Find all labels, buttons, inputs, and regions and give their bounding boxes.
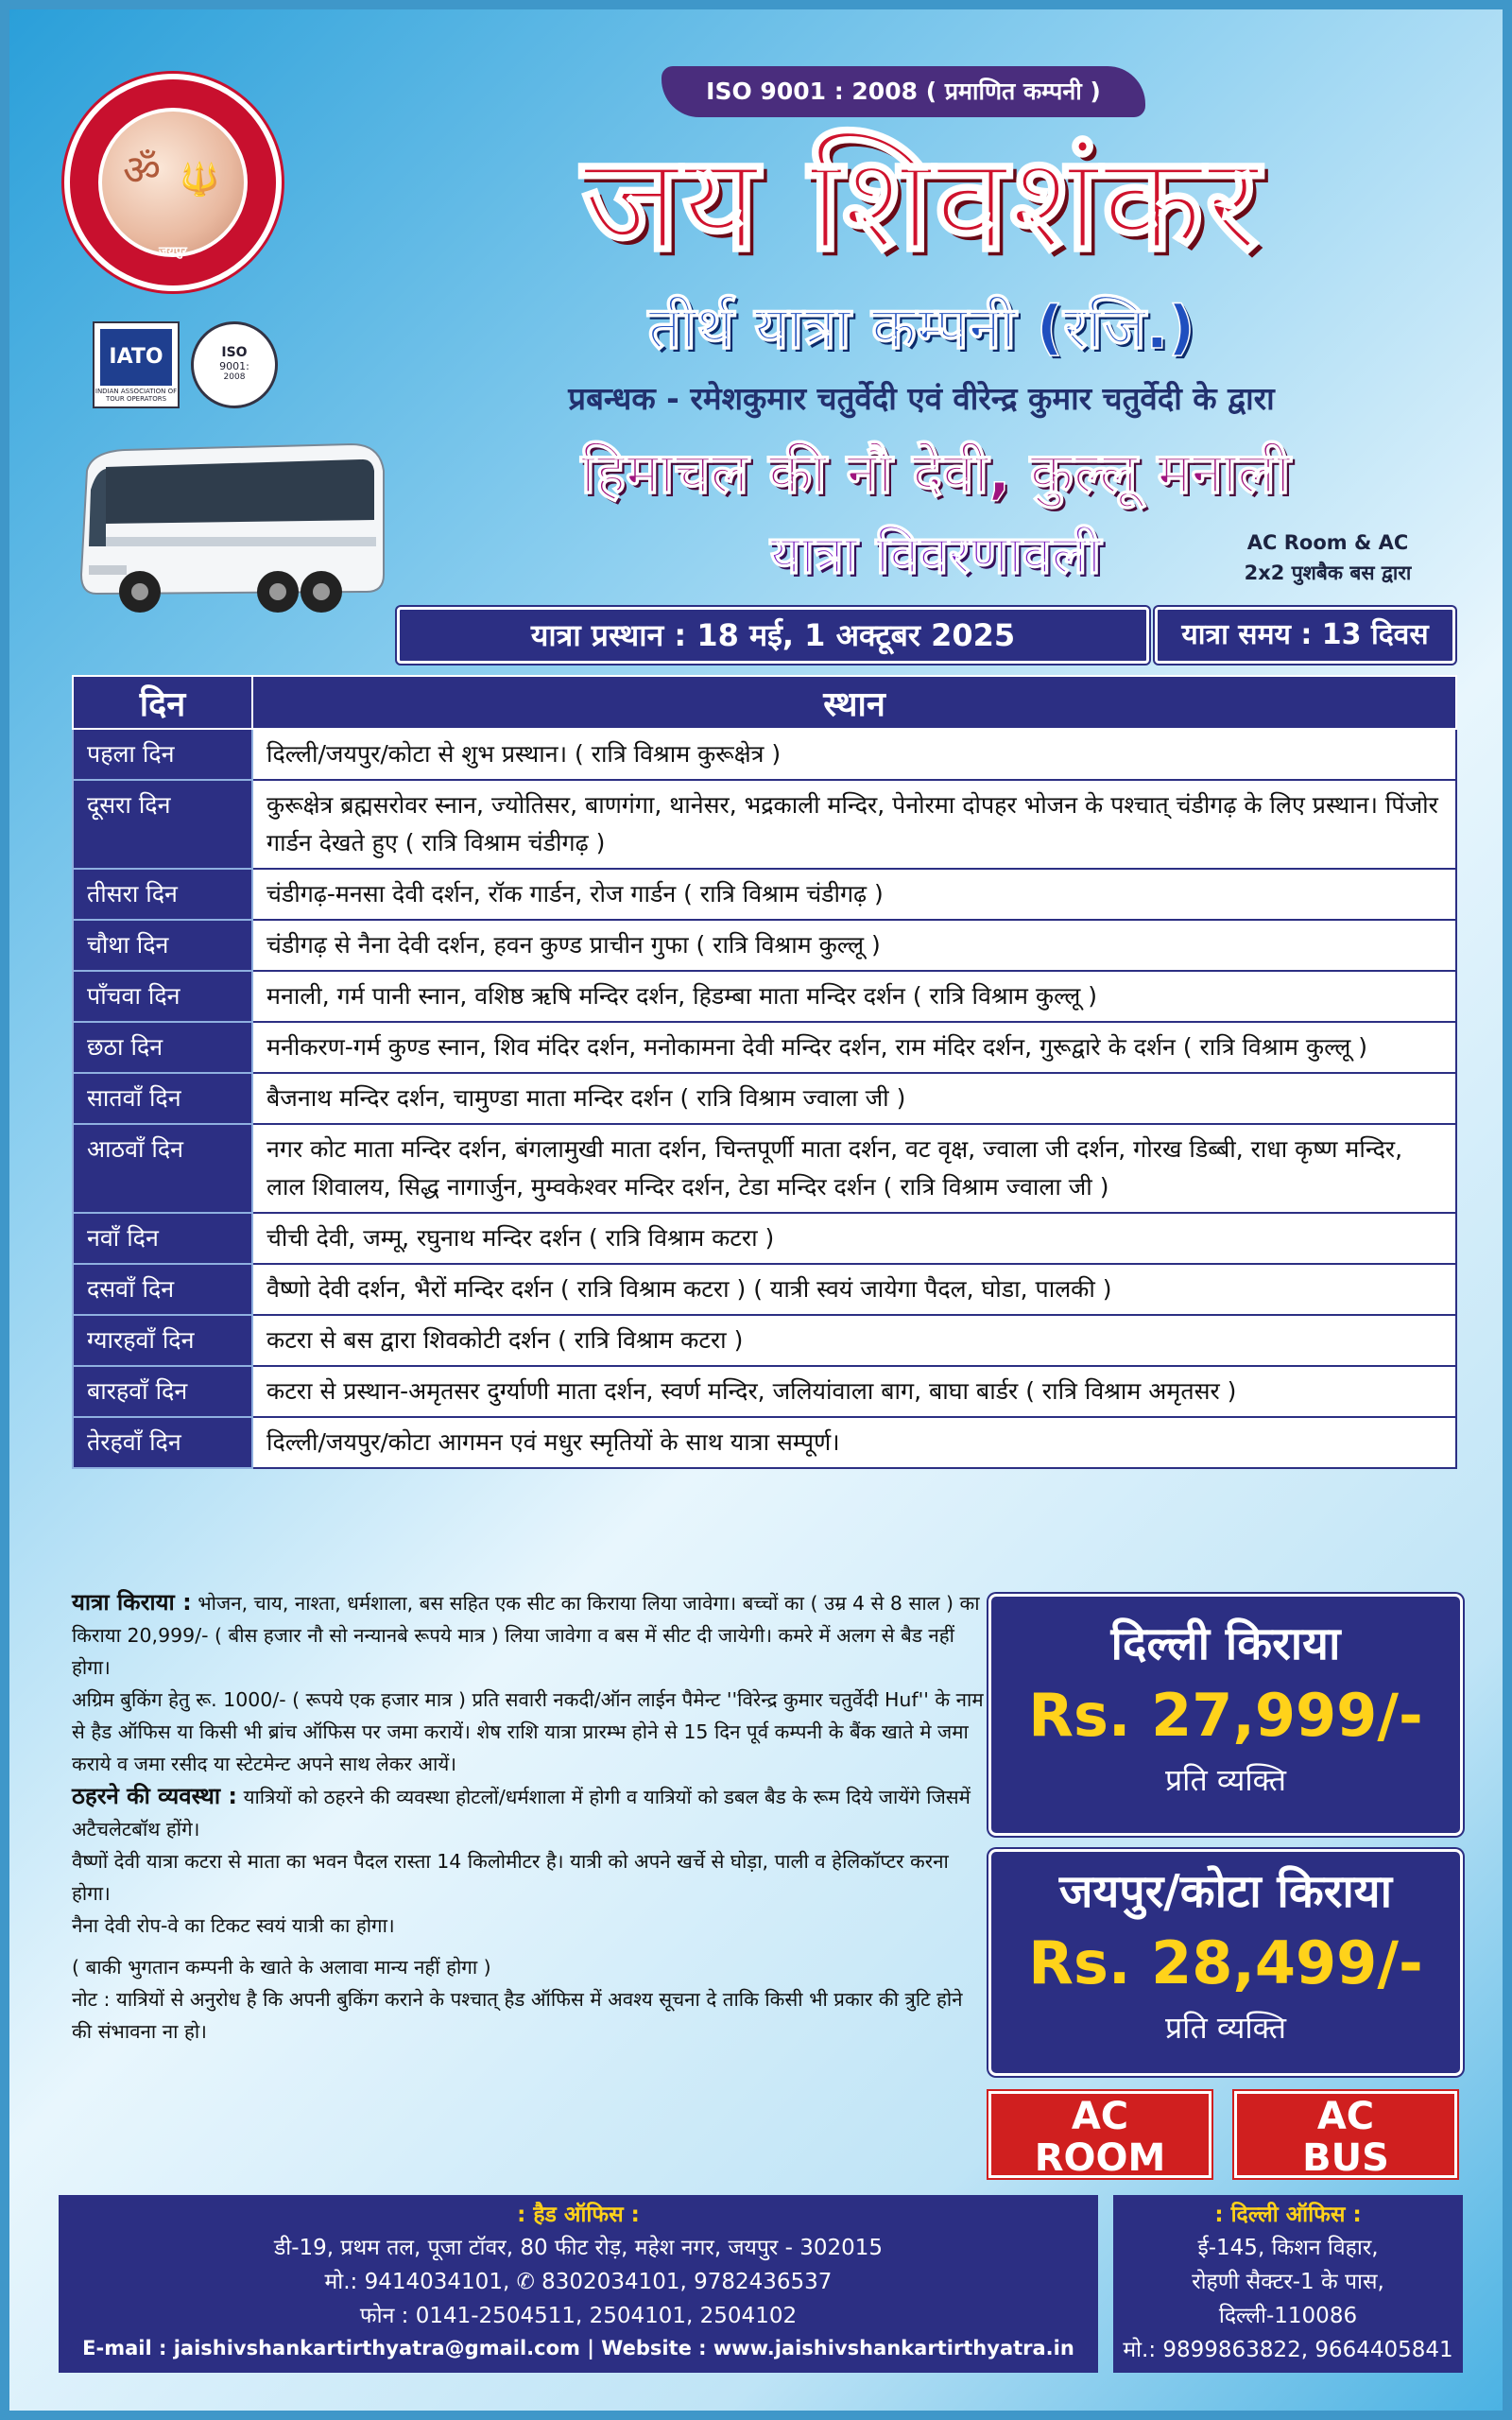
place-cell: बैजनाथ मन्दिर दर्शन, चामुण्डा माता मन्दिर दर्शन ( रात्रि विश्राम ज्वाला जी ) (252, 1073, 1456, 1124)
day-cell: ग्यारहवाँ दिन (73, 1315, 252, 1366)
iso-label: ISO (221, 345, 248, 360)
company-logo (64, 74, 282, 291)
day-cell: पहला दिन (73, 729, 252, 780)
iso-badge (191, 321, 278, 408)
logo-city: जयपुर (159, 245, 187, 259)
day-cell: छठा दिन (73, 1022, 252, 1073)
delhi-office-mobile: मो.: 9899863822, 9664405841 (1123, 2338, 1453, 2362)
deity-icon: ॐ (123, 147, 162, 195)
table-row (73, 1417, 1456, 1468)
table-row (73, 1213, 1456, 1264)
place-cell: मनीकरण-गर्म कुण्ड स्नान, शिव मंदिर दर्शन, मनोकामना देवी मन्दिर दर्शन, राम मंदिर दर्शन, गुरूद्वारे के दर्शन ( रात्रि विश्राम कुल्लू ) (252, 1022, 1456, 1073)
stay-text-1: यात्रियों को ठहरने की व्यवस्था होटलों/धर्मशाला में होगी व यात्रियों को डबल बैड के रूम दिये जायेंगे जिसमें अटैचलेटबॉथ होंगे। (72, 1786, 971, 1841)
trishul-icon: 🔱 (180, 161, 220, 199)
naina-paragraph: नैना देवी रोप-वे का टिकट स्वयं यात्री का होगा। (72, 1914, 395, 1937)
ac-room-badge (988, 2091, 1211, 2178)
table-row (73, 729, 1456, 780)
table-row (73, 971, 1456, 1022)
iato-caption: INDIAN ASSOCIATION OF TOUR OPERATORS (94, 388, 178, 403)
place-cell: चीची देवी, जम्मू, रघुनाथ मन्दिर दर्शन ( रात्रि विश्राम कटरा ) (252, 1213, 1456, 1264)
stay-paragraph (72, 1780, 987, 1845)
table-row (73, 1124, 1456, 1213)
vaishno-paragraph: वैष्णों देवी यात्रा कटरा से माता का भवन पैदल रास्ता 14 किलोमीटर है। यात्री को अपने खर्चे से घोड़ा, पाली व हेलिकॉप्टर करना होगा। (72, 1850, 949, 1905)
company-subtitle: तीर्थ यात्रा कम्पनी (रजि.) (647, 293, 1195, 362)
day-cell: बारहवाँ दिन (73, 1366, 252, 1417)
tour-subtitle: यात्रा विवरणावली (769, 525, 1102, 586)
company-title: जय शिवशंकर (581, 126, 1262, 281)
payment-note: ( बाकी भुगतान कम्पनी के खाते के अलावा मान्य नहीं होगा ) (72, 1956, 491, 1979)
place-cell: दिल्ली/जयपुर/कोटा से शुभ प्रस्थान। ( रात्रि विश्राम कुरूक्षेत्र ) (252, 729, 1456, 780)
trip-duration: यात्रा समय : 13 दिवस (1155, 607, 1455, 664)
table-row (73, 1264, 1456, 1315)
table-row (73, 1366, 1456, 1417)
jaipur-fare-title: जयपुर/कोटा किराया (1058, 1865, 1393, 1918)
delhi-office-panel (1113, 2195, 1463, 2373)
delhi-office-address-1: ई-145, किशन विहार, (1197, 2236, 1379, 2260)
stay-heading: ठहरने की व्यवस्था : (72, 1783, 238, 1809)
terms-section (72, 1586, 987, 2048)
jaipur-fare-price: Rs. 28,499/- (1028, 1928, 1423, 1997)
ac-bus-line2: BUS (1302, 2136, 1389, 2180)
iso-year: 2008 (223, 372, 246, 382)
head-office-title: : हैड ऑफिस : (517, 2203, 640, 2227)
table-row (73, 920, 1456, 971)
ac-note-line1: AC Room & AC (1246, 531, 1409, 554)
delhi-fare-title: दिल्ली किराया (1110, 1617, 1341, 1670)
place-cell: मनाली, गर्म पानी स्नान, वशिष्ठ ऋषि मन्दिर दर्शन, हिडम्बा माता मन्दिर दर्शन ( रात्रि विश्राम कुल्लू ) (252, 971, 1456, 1022)
table-row (73, 780, 1456, 869)
place-cell: चंडीगढ़ से नैना देवी दर्शन, हवन कुण्ड प्राचीन गुफा ( रात्रि विश्राम कुल्लू ) (252, 920, 1456, 971)
departure-dates: यात्रा प्रस्थान : 18 मई, 1 अक्टूबर 2025 (397, 607, 1149, 664)
fare-text-1: भोजन, चाय, नाश्ता, धर्मशाला, बस सहित एक सीट का किराया लिया जावेगा। बच्चों का ( उम्र 4 से 8 साल ) का किराया 20,999/- ( बीस हजार नौ सो नन्यानबे रूपये मात्र ) लिया जावेगा व बस में सीट दी जायेगी। कमरे में अलग से बैड नहीं होगा। (72, 1592, 980, 1679)
iato-badge (93, 321, 180, 408)
ac-room-line2: ROOM (1034, 2136, 1166, 2180)
delhi-office-title: : दिल्ली ऑफिस : (1214, 2203, 1362, 2227)
fare-heading: यात्रा किराया : (72, 1589, 192, 1616)
jaipur-fare-unit: प्रति व्यक्ति (1164, 2010, 1287, 2046)
place-cell: वैष्णो देवी दर्शन, भैरों मन्दिर दर्शन ( रात्रि विश्राम कटरा ) ( यात्री स्वयं जायेगा पैदल, घोडा, पालकी ) (252, 1264, 1456, 1315)
ac-note (1219, 527, 1436, 588)
iso-certification-pill: ISO 9001 : 2008 ( प्रमाणित कम्पनी ) (662, 66, 1145, 117)
table-row (73, 869, 1456, 920)
jaipur-fare-box (988, 1849, 1463, 2076)
day-cell: दूसरा दिन (73, 780, 252, 869)
day-cell: तेरहवाँ दिन (73, 1417, 252, 1468)
place-cell: नगर कोट माता मन्दिर दर्शन, बंगलामुखी माता दर्शन, चिन्तपूर्णी माता दर्शन, वट वृक्ष, ज्वाला जी दर्शन, गोरख डिब्बी, राधा कृष्ण मन्दिर, लाल शिवालय, सिद्ध नागार्जुन, मुम्वकेश्वर मन्दिर दर्शन, टेडा मन्दिर दर्शन ( रात्रि विश्राम ज्वाला जी ) (252, 1124, 1456, 1213)
day-cell: सातवाँ दिन (73, 1073, 252, 1124)
ac-bus-line1: AC (1316, 2095, 1375, 2138)
head-office-address: डी-19, प्रथम तल, पूजा टॉवर, 80 फीट रोड़, महेश नगर, जयपुर - 302015 (273, 2236, 884, 2260)
day-cell: नवाँ दिन (73, 1213, 252, 1264)
advance-paragraph: अग्रिम बुकिंग हेतु रू. 1000/- ( रूपये एक हजार मात्र ) प्रति सवारी नकदी/ऑन लाईन पैमेन्ट ''विरेन्द्र कुमार चतुर्वेदी Huf'' के नाम से हैड ऑफिस या किसी भी ब्रांच ऑफिस पर जमा करायें। शेष राशि यात्रा प्रारम्भ होने से 15 दिन पूर्व कम्पनी के बैंक खाते मे जमा कराये व जमा रसीद या स्टेटमेन्ट अपने साथ लेकर आयें। (72, 1688, 984, 1775)
head-office-mobile: मो.: 9414034101, ✆ 8302034101, 9782436537 (324, 2270, 833, 2294)
itinerary-header-row (73, 676, 1456, 729)
day-cell: दसवाँ दिन (73, 1264, 252, 1315)
head-office-panel (59, 2195, 1098, 2373)
ac-note-line2: 2x2 पुशबैक बस द्वारा (1244, 562, 1412, 584)
deity-image (98, 108, 248, 257)
place-cell: कटरा से बस द्वारा शिवकोटी दर्शन ( रात्रि विश्राम कटरा ) (252, 1315, 1456, 1366)
day-cell: तीसरा दिन (73, 869, 252, 920)
table-row (73, 1022, 1456, 1073)
booking-note: नोट : यात्रियों से अनुरोध है कि अपनी बुकिंग कराने के पश्चात् हैड ऑफिस में अवश्य सूचना दे ताकि किसी भी प्रकार की त्रुटि होने की संभावना ना हो। (72, 1988, 963, 2043)
day-cell: आठवाँ दिन (73, 1124, 252, 1213)
ac-bus-badge (1234, 2091, 1457, 2178)
delhi-office-address-3: दिल्ली-110086 (1218, 2304, 1358, 2328)
place-cell: दिल्ली/जयपुर/कोटा आगमन एवं मधुर स्मृतियों के साथ यात्रा सम्पूर्ण। (252, 1417, 1456, 1468)
fare-paragraph (72, 1586, 987, 1684)
delhi-office-address-2: रोहणी सैक्टर-1 के पास, (1192, 2270, 1384, 2294)
manager-line: प्रबन्धक - रमेशकुमार चतुर्वेदी एवं वीरेन्द्र कुमार चतुर्वेदी के द्वारा (568, 380, 1275, 417)
head-office-phone: फोन : 0141-2504511, 2504101, 2504102 (359, 2304, 798, 2328)
place-cell: कुरूक्षेत्र ब्रह्मसरोवर स्नान, ज्योतिसर, बाणगंगा, थानेसर, भद्रकाली मन्दिर, पेनोरमा दोपहर भोजन के पश्चात् चंडीगढ़ के लिए प्रस्थान। पिंजोर गार्डन देखते हुए ( रात्रि विश्राम चंडीगढ़ ) (252, 780, 1456, 869)
email-website: E-mail : jaishivshankartirthyatra@gmail.com | Website : www.jaishivshankartirthyatra.in (82, 2337, 1074, 2360)
iso-number: 9001: (219, 360, 249, 372)
delhi-fare-box (988, 1594, 1463, 1836)
ac-room-line1: AC (1071, 2095, 1129, 2138)
itinerary-table (72, 675, 1457, 1469)
place-cell: कटरा से प्रस्थान-अमृतसर दुर्ग्याणी माता दर्शन, स्वर्ण मन्दिर, जलियांवाला बाग, बाघा बार्डर ( रात्रि विश्राम अमृतसर ) (252, 1366, 1456, 1417)
iato-label: IATO (100, 329, 172, 386)
table-row (73, 1315, 1456, 1366)
tour-title: हिमाचल की नौ देवी, कुल्लू मनाली (580, 441, 1291, 507)
delhi-fare-price: Rs. 27,999/- (1028, 1681, 1423, 1750)
delhi-fare-unit: प्रति व्यक्ति (1164, 1762, 1287, 1798)
col-day-header: दिन (73, 676, 252, 729)
day-cell: चौथा दिन (73, 920, 252, 971)
bus-image (68, 433, 389, 622)
col-place-header: स्थान (252, 676, 1456, 729)
day-cell: पाँचवा दिन (73, 971, 252, 1022)
place-cell: चंडीगढ़-मनसा देवी दर्शन, रॉक गार्डन, रोज गार्डन ( रात्रि विश्राम चंडीगढ़ ) (252, 869, 1456, 920)
table-row (73, 1073, 1456, 1124)
